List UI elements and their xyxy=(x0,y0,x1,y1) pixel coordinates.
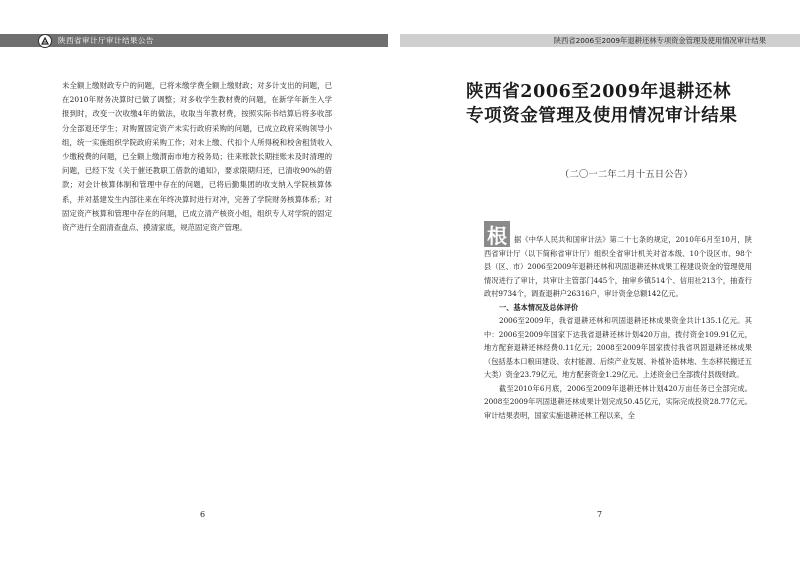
section-heading: 一、基本情况及总体评价 xyxy=(499,302,579,312)
drop-cap: 根 xyxy=(484,221,510,247)
title-line-1: 陕西省2006至2009年退耕还林 xyxy=(466,82,732,102)
body-paragraph: 2006至2009年，我省退耕还林和巩固退耕还林成果资金共计135.1亿元。其中：2006至2009年国家下达我省退耕还林计划420万亩，拨付资金109.91亿元，地方配套退耕还林经费0.11亿元；2008至2009年国家拨付我省巩固退耕还林成果（包括基本口粮田建设、农村能源、后续产业发展、补植补造林地、生态移民搬迁五大类）资金23.79亿元，地方配套资金1.29亿元。上述资金已全部拨付县级财政。 xyxy=(484,316,752,379)
left-header-bar xyxy=(0,34,388,47)
left-page-body xyxy=(62,79,332,235)
audit-emblem-icon xyxy=(38,34,52,48)
right-header-text: 陕西省2006至2009年退耕还林专项资金管理及使用情况审计结果 xyxy=(553,35,766,45)
page-number-left: 6 xyxy=(200,510,206,519)
title-line-2: 专项资金管理及使用情况审计结果 xyxy=(466,106,738,126)
body-paragraph: 未全额上缴财政专户的问题，已将未缴学费全额上缴财政；对多计支出的问题，已在2010年财务决算时已做了调整；对多收学生教材费的问题，在新学年新生入学报到时，改变一次收缴4年的做法，收取当年教材费，按照实际书结算后将多收部分全部退还学生；对购置固定资产未实行政府采购的问题，已成立政府采购领导小组，统一实施组织学院政府采购工作；对未上缴、代扣个人所得税和校舍租赁收入少缴税费的问题，已全额上缴渭南市地方税务局；往来账款长期挂账未及时清理的问题，已经下发《关于催还教职工借款的通知》，要求限期归还，已清收90%的借款；对会计核算体制和管理中存在的问题，已将后勤集团的收支纳入学院核算体系，并对基建发生内部往来在年终决算时进行对冲，完善了学院财务核算体系；对固定资产核算和管理中存在的问题，已成立清产核资小组，组织专人对学院的固定资产进行全面清查盘点、摸清家底，规范固定资产管理。 xyxy=(62,81,332,233)
left-header-text: 陕西省审计厅审计结果公告 xyxy=(58,36,154,45)
intro-paragraph: 据《中华人民共和国审计法》第二十七条的规定，2010年6月至10月，陕西省审计厅（以下简称省审计厅）组织全省审计机关对省本级、10个设区市、98个县（区、市）2006至2009年退耕还林和巩固退耕还林成果工程建设资金的管理使用情况进行了审计，共审计主管部门445个，抽审乡镇514个、信用社213个，抽查行政村9734个，调查退耕户26316户，审计资金总额142亿元。 xyxy=(484,235,752,298)
announcement-date: （二〇一二年二月十五日公告） xyxy=(560,169,693,180)
body-paragraph: 截至2010年6月底，2006至2009年退耕还林计划420万亩任务已全部完成。2008至2009年巩固退耕还林成果计划完成50.45亿元，实际完成投资28.77亿元。审计结果表明，国家实施退耕还林工程以来，全 xyxy=(484,383,752,420)
document-title xyxy=(466,80,766,128)
right-header-bar xyxy=(400,34,800,47)
page-number-right: 7 xyxy=(597,510,603,519)
right-page-body xyxy=(484,233,752,422)
